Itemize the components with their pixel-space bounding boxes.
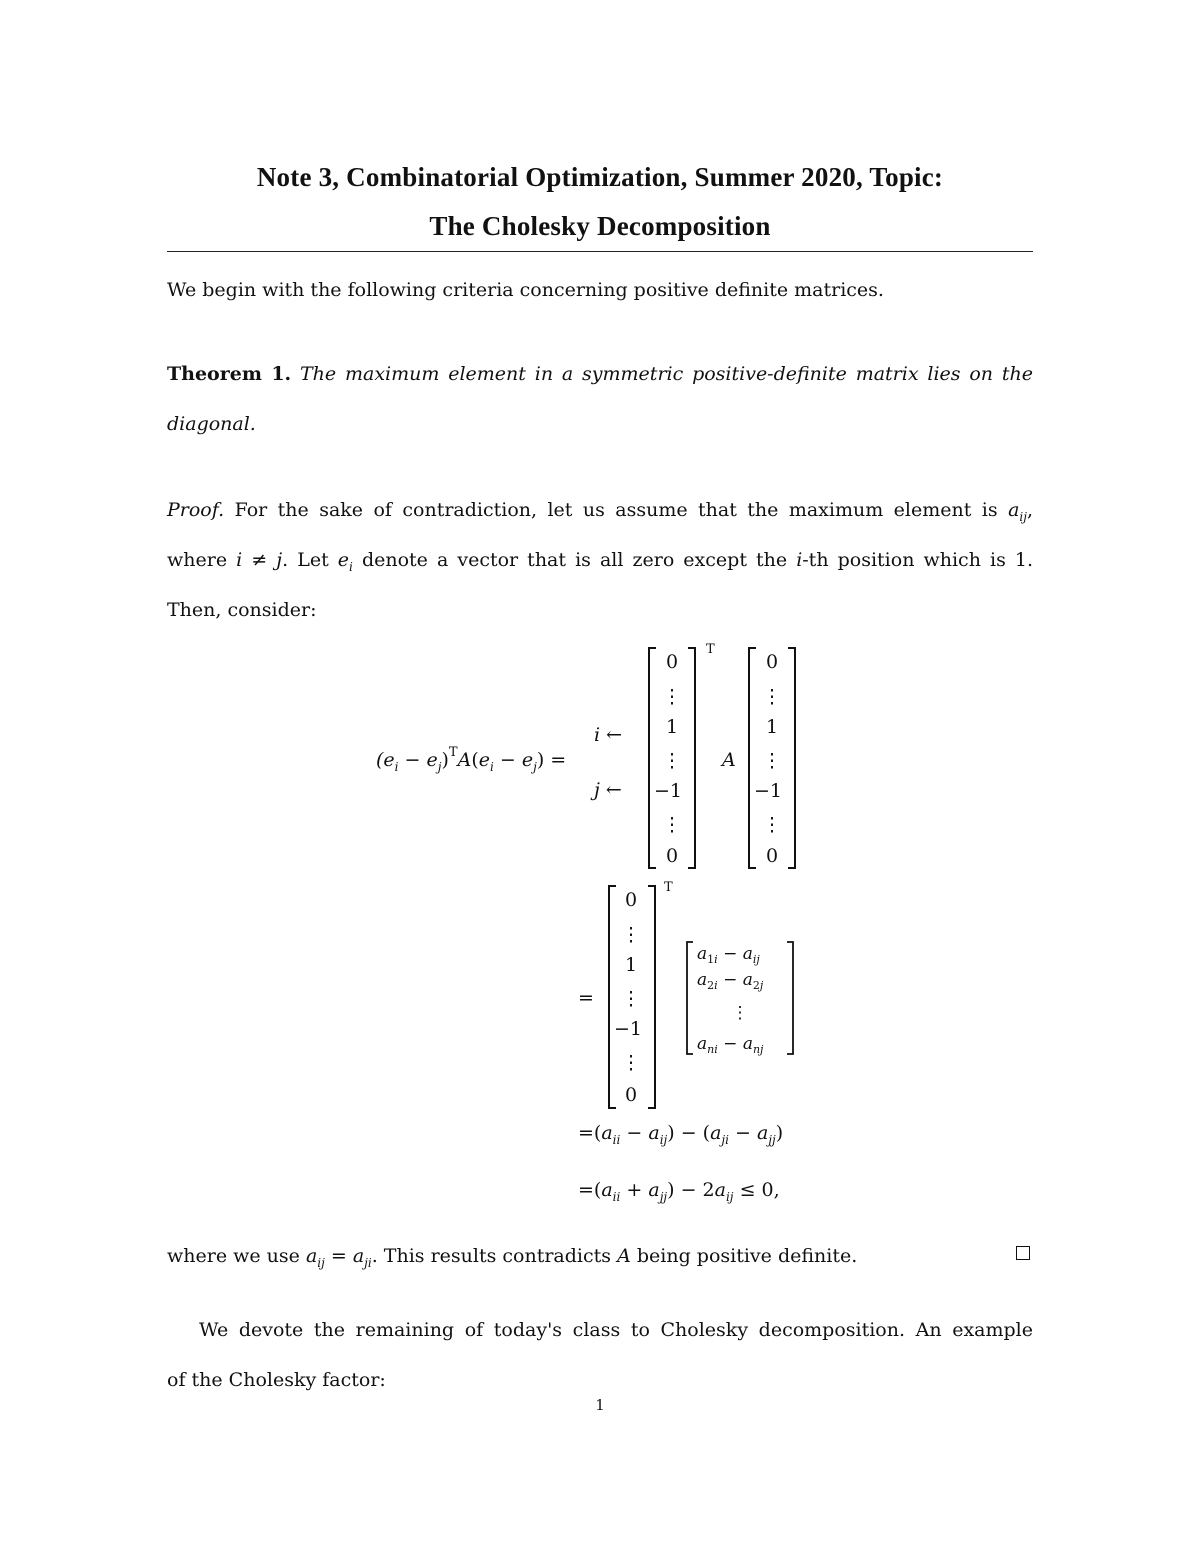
theorem-label: Theorem 1. — [167, 363, 292, 385]
bracket-left-4 — [687, 942, 693, 1054]
proof-closing-line — [167, 1244, 1033, 1275]
svg-text:1: 1 — [624, 954, 638, 976]
final-paragraph-line-2: of the Cholesky factor: — [167, 1369, 386, 1391]
eq-lhs: $(e_i - e_j)^TA(e_i - e_j)$ = — [376, 745, 567, 774]
svg-text:⋮: ⋮ — [762, 814, 782, 836]
bracket-right-2 — [788, 648, 795, 868]
closing-where: where we use — [167, 1245, 300, 1267]
svg-text:0: 0 — [765, 651, 779, 673]
closing-positive-definite: being positive definite. — [636, 1245, 858, 1267]
qed-box-icon — [1016, 1246, 1030, 1260]
svg-text:−1: −1 — [613, 1018, 643, 1040]
proof-let: . Let — [282, 549, 329, 571]
svg-text:⋮: ⋮ — [731, 1003, 749, 1023]
svg-text:a2i − a2j: $a_2i - a_2j$ — [697, 970, 764, 992]
proof-denote: denote a vector that is all zero except the — [361, 549, 788, 571]
bracket-left-3 — [609, 886, 616, 1108]
theorem-statement-1: The maximum element in a symmetric positive-definite matrix lies on the — [300, 363, 1033, 385]
comma: , — [1026, 499, 1033, 521]
svg-text:⋮: ⋮ — [621, 988, 641, 1010]
math-sub-ij: ij — [1019, 509, 1027, 524]
bracket-right-4 — [787, 942, 793, 1054]
svg-text:0: 0 — [624, 1084, 638, 1106]
svg-text:⋮: ⋮ — [762, 750, 782, 772]
row-label-i: i ← — [594, 724, 623, 746]
bracket-left-1 — [649, 648, 656, 868]
math-i-neq-j: i ≠ j — [236, 549, 283, 571]
math-sub-ij-closing: ij — [317, 1255, 325, 1270]
svg-text:ani − anj: $a_{ni} - a_{nj}$ — [697, 1034, 764, 1056]
row-label-j: j ← — [594, 779, 622, 801]
vector-3 — [614, 889, 642, 1106]
svg-text:⋮: ⋮ — [662, 750, 682, 772]
svg-text:1: 1 — [765, 716, 779, 738]
intro-paragraph: We begin with the following criteria concerning positive definite matrices. — [167, 279, 884, 301]
svg-text:⋮: ⋮ — [662, 814, 682, 836]
math-eq-a: = a — [324, 1245, 365, 1267]
proof-where: where — [167, 549, 228, 571]
math-a-closing: a — [305, 1245, 318, 1267]
svg-text:⋮: ⋮ — [762, 686, 782, 708]
title-line-2: The Cholesky Decomposition — [429, 211, 771, 241]
proof-position: -th position which is 1. — [802, 549, 1033, 571]
math-a: a — [1008, 499, 1020, 521]
math-e: e — [337, 549, 350, 571]
transpose-2: T — [664, 880, 673, 895]
proof-label: Proof. — [167, 499, 225, 521]
svg-text:0: 0 — [665, 651, 679, 673]
closing-contradicts: . This results contradicts — [371, 1245, 612, 1267]
math-i: i — [796, 549, 803, 571]
theorem-line-2: diagonal. — [167, 413, 256, 435]
math-sub-i: i — [349, 559, 353, 574]
column-vector — [697, 944, 764, 1056]
svg-text:⋮: ⋮ — [621, 924, 641, 946]
svg-text:a1i − aij: $a_1i - a_{ij}$ — [697, 944, 760, 966]
bracket-right-3 — [648, 886, 655, 1108]
svg-text:0: 0 — [624, 889, 638, 911]
svg-text:⋮: ⋮ — [662, 686, 682, 708]
proof-line-3: Then, consider: — [167, 599, 317, 621]
vector-1 — [654, 651, 682, 867]
matrix-A: A — [722, 749, 736, 771]
math-sub-ji: ji — [364, 1255, 372, 1270]
transpose-1: T — [706, 642, 715, 657]
svg-text:0: 0 — [665, 845, 679, 867]
title-line-1: Note 3, Combinatorial Optimization, Summer 2020, Topic: — [256, 162, 944, 192]
svg-text:−1: −1 — [753, 780, 783, 802]
proof-text-1: For the sake of contradiction, let us assume that the maximum element is — [234, 499, 998, 521]
svg-text:1: 1 — [665, 716, 679, 738]
svg-text:0: 0 — [765, 845, 779, 867]
svg-text:−1: −1 — [653, 780, 683, 802]
math-A-closing: A — [617, 1245, 631, 1267]
svg-text:⋮: ⋮ — [621, 1052, 641, 1074]
page-number: 1 — [595, 1396, 605, 1414]
vector-2 — [754, 651, 782, 867]
bracket-left-2 — [749, 648, 756, 868]
eq-equals-2: = — [578, 987, 594, 1009]
eq-step-4: $=(a_{ii} + a_{jj}) - 2a_{ij} \le 0$, — [578, 1179, 780, 1204]
eq-step-3: $=(a_{ii} - a_{ij}) - (a_{ji} - a_{jj})$ — [578, 1122, 784, 1147]
final-paragraph-line-1: We devote the remaining of today's class to Cholesky decomposition. An example — [199, 1319, 1033, 1341]
bracket-right-1 — [688, 648, 695, 868]
